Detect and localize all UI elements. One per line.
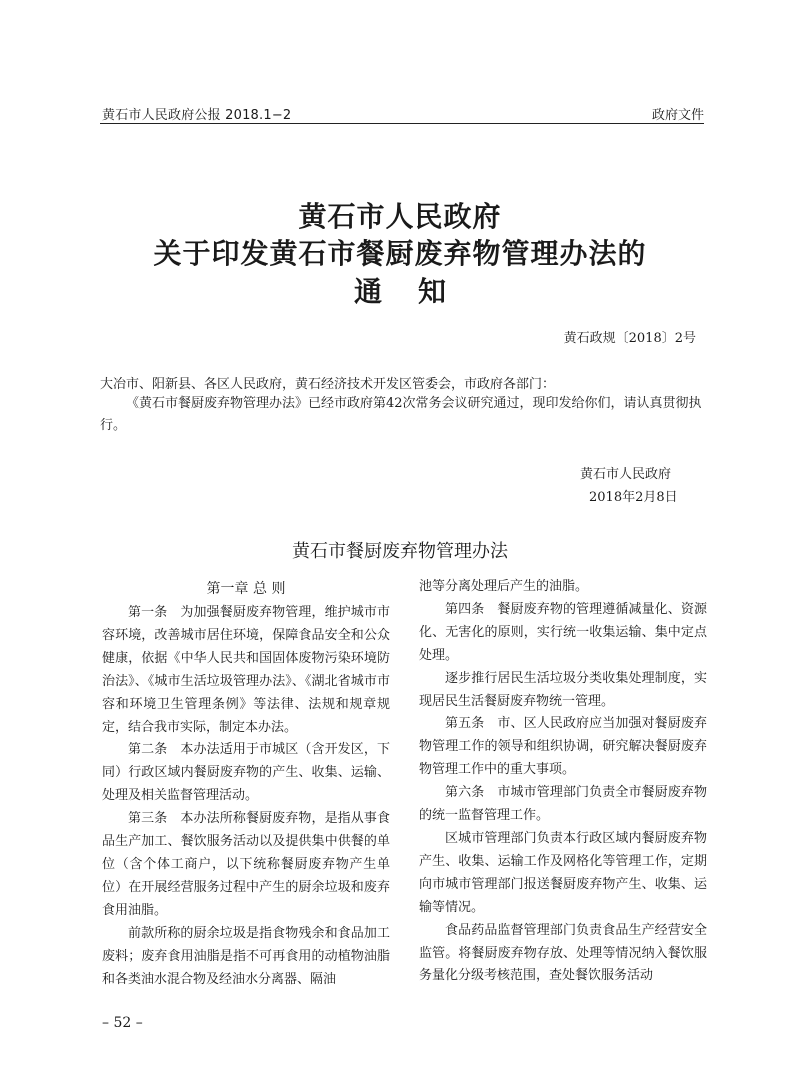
title-line-2: 关于印发黄石市餐厨废弃物管理办法的 <box>153 237 647 270</box>
article-paragraph: 第一条 为加强餐厨废弃物管理，维护城市市容环境，改善城市居住环境，保障食品安全和公众健康，依据《中华人民共和国固体废物污染环境防治法》、《城市生活垃圾管理办法》、《湖北省城市市容和环境卫生管理条例》等法律、法规和规章规定，结合我市实际，制定本办法。 <box>102 605 390 735</box>
article-paragraph: 第六条 市城市管理部门负责全市餐厨废弃物的统一监督管理工作。 <box>419 785 707 824</box>
article-paragraph: 第四条 餐厨废弃物的管理遵循减量化、资源化、无害化的原则，实行统一收集运输、集中定点处理。 <box>419 601 707 663</box>
article-paragraph: 前款所称的厨余垃圾是指食物残余和食品加工废料；废弃食用油脂是指不可再食用的动植物油脂和各类油水混合物及经油水分离器、隔油 <box>102 925 390 987</box>
chapter-heading: 第一章 总 则 <box>206 581 286 597</box>
signature-date: 2018年2月8日 <box>589 490 678 505</box>
signature-organization: 黄石市人民政府 <box>580 467 672 482</box>
right-column <box>419 576 707 988</box>
notice-addressee: 大冶市、阳新县、各区人民政府，黄石经济技术开发区管委会，市政府各部门： <box>100 377 556 392</box>
page-number: – 52 – <box>102 1015 143 1031</box>
article-paragraph: 第二条 本办法适用于市城区（含开发区，下同）行政区域内餐厨废弃物的产生、收集、运输、处理及相关监督管理活动。 <box>102 742 390 804</box>
header-rule <box>100 123 704 124</box>
publication-header: 黄石市人民政府公报 2018.1−2 <box>102 108 292 123</box>
left-column <box>102 576 390 991</box>
title-line-3: 通知 <box>353 275 482 308</box>
article-paragraph: 第三条 本办法所称餐厨废弃物，是指从事食品生产加工、餐饮服务活动以及提供集中供餐的单位（含个体工商户，以下统称餐厨废弃物产生单位）在开展经营服务过程中产生的厨余垃圾和废弃食用油脂。 <box>102 811 390 918</box>
article-paragraph: 逐步推行居民生活垃圾分类收集处理制度，实现居民生活餐厨废弃物统一管理。 <box>419 670 707 709</box>
document-number: 黄石政规〔2018〕2号 <box>563 331 696 346</box>
notice-body-block <box>100 393 706 437</box>
section-header: 政府文件 <box>651 108 704 123</box>
article-paragraph: 第五条 市、区人民政府应当加强对餐厨废弃物管理工作的领导和组织协调，研究解决餐厨废弃物管理工作中的重大事项。 <box>419 716 707 778</box>
continued-paragraph: 池等分离处理后产生的油脂。 <box>419 579 589 594</box>
regulation-title: 黄石市餐厨废弃物管理办法 <box>292 541 508 562</box>
article-paragraph: 区城市管理部门负责本行政区域内餐厨废弃物产生、收集、运输工作及网格化等管理工作，定期向市城市管理部门报送餐厨废弃物产生、收集、运输等情况。 <box>419 830 707 915</box>
title-line-1: 黄石市人民政府 <box>298 200 502 233</box>
notice-body: 《黄石市餐厨废弃物管理办法》已经市政府第42次常务会议研究通过，现印发给你们，请认真贯彻执行。 <box>100 396 702 433</box>
article-paragraph: 食品药品监督管理部门负责食品生产经营安全监管。将餐厨废弃物存放、处理等情况纳入餐饮服务量化分级考核范围，查处餐饮服务活动 <box>419 922 707 984</box>
